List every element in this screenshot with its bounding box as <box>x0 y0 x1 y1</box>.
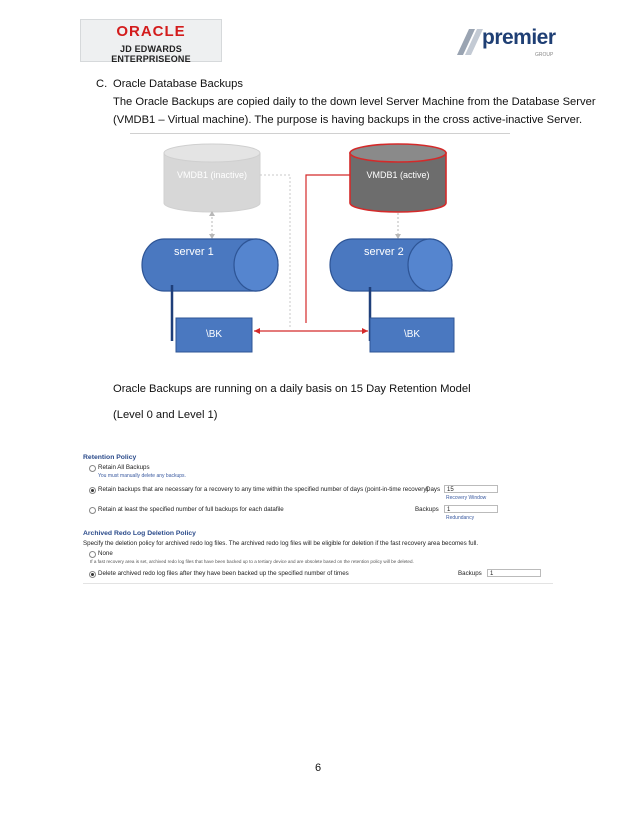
oracle-logo-subtext: JD EDWARDS ENTERPRISEONE <box>111 44 191 64</box>
days-label: Days <box>426 486 441 493</box>
retention-policy-panel <box>80 449 560 599</box>
oracle-jde-logo <box>80 19 222 62</box>
oracle-logo-text: ORACLE <box>116 23 186 40</box>
premier-group-text: GROUP <box>535 52 554 58</box>
none-option-note: If a fast recovery area is set, archived redo log files that have been backed up to a tertiary device and are obsolete based on the retention policy will be deleted. <box>90 559 414 564</box>
recovery-window-caption: Recovery Window <box>446 495 487 501</box>
radio-none[interactable] <box>89 551 96 558</box>
retain-all-note: You must manually delete any backups. <box>98 473 186 479</box>
full-backups-option-label: Retain at least the specified number of full backups for each datafile <box>98 506 284 513</box>
backups2-label: Backups <box>458 570 482 577</box>
backup-diagram <box>130 133 510 365</box>
bk-box-1-label: \BK <box>205 329 223 340</box>
body-line-2: (Level 0 and Level 1) <box>113 409 218 421</box>
radio-recovery-window[interactable] <box>89 487 96 494</box>
panel-bottom-rule <box>83 583 553 584</box>
paragraph-line-1: The Oracle Backups are copied daily to the down level Server Machine from the Database Server <box>113 96 596 108</box>
delete-archived-option-label: Delete archived redo log files after they have been backed up the specified number of times <box>98 570 349 577</box>
archived-redo-heading: Archived Redo Log Deletion Policy <box>83 530 196 537</box>
page-number: 6 <box>315 762 322 774</box>
recovery-window-option-label: Retain backups that are necessary for a recovery to any time within the specified number of days (point-in-time recovery) <box>98 486 429 493</box>
none-option-label: None <box>98 550 113 557</box>
radio-retain-all[interactable] <box>89 465 96 472</box>
radio-full-backups[interactable] <box>89 507 96 514</box>
server2-label: server 2 <box>364 246 404 258</box>
bk-box-2-label: \BK <box>403 329 421 340</box>
retain-all-label: Retain All Backups <box>98 464 150 471</box>
archived-redo-description: Specify the deletion policy for archived redo log files. The archived redo log files will be eligible for deletion if the fast recovery area becomes full. <box>83 540 479 547</box>
days-input[interactable]: 15 <box>444 485 498 493</box>
section-marker: C. <box>96 78 108 90</box>
backups-input[interactable]: 1 <box>444 505 498 513</box>
radio-delete-archived[interactable] <box>89 571 96 578</box>
paragraph-line-2: (VMDB1 – Virtual machine). The purpose is having backups in the cross active-inactive Server. <box>113 114 583 126</box>
redundancy-caption: Redundancy <box>446 515 475 521</box>
premier-logo-text: premier <box>482 26 556 49</box>
db-inactive-label: VMDB1 (inactive) <box>176 170 248 180</box>
section-title: Oracle Database Backups <box>113 78 243 90</box>
db-active-label: VMDB1 (active) <box>366 170 430 180</box>
body-line-1: Oracle Backups are running on a daily basis on 15 Day Retention Model <box>113 383 471 395</box>
server1-label: server 1 <box>174 246 214 258</box>
backups-label: Backups <box>415 506 439 513</box>
premier-group-logo <box>455 25 565 61</box>
premier-mark-icon <box>455 27 485 57</box>
retention-policy-heading: Retention Policy <box>83 454 137 461</box>
backups2-input[interactable]: 1 <box>487 569 541 577</box>
